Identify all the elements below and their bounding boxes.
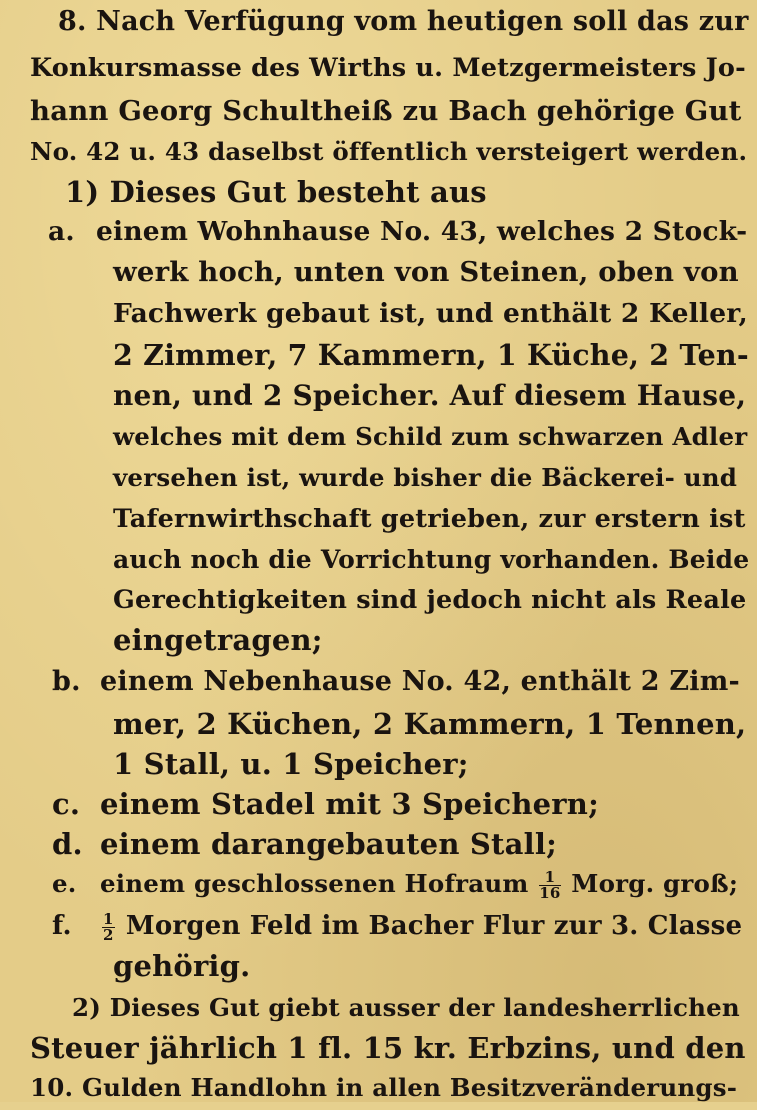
text-line: 2) Dieses Gut giebt ausser der landesherrlichen xyxy=(72,993,740,1022)
text-line: einem Wohnhause No. 43, welches 2 Stock- xyxy=(96,216,748,247)
text-line: eingetragen; xyxy=(113,623,323,657)
text-line: 10. Gulden Handlohn in allen Besitzveränderungs- xyxy=(30,1073,738,1102)
text-line: Morgen Feld im Bacher Flur zur 3. Classe xyxy=(125,911,743,941)
list-item-e xyxy=(52,862,738,906)
text-line: Fachwerk gebaut ist, und enthält 2 Keller, xyxy=(113,298,748,329)
fraction-denominator: 16 xyxy=(539,884,561,902)
text-line: werk hoch, unten von Steinen, oben von xyxy=(113,256,739,288)
fraction-denominator: 2 xyxy=(103,925,114,944)
text-line: Konkursmasse des Wirths u. Metzgermeisters Jo- xyxy=(30,53,746,83)
fraction xyxy=(102,909,115,944)
text-line: versehen ist, wurde bisher die Bäckerei- und xyxy=(113,463,738,492)
item-label: a. xyxy=(48,216,75,247)
text-line: hann Georg Schultheiß zu Bach gehörige Gut xyxy=(30,95,742,127)
text-line: welches mit dem Schild zum schwarzen Adler xyxy=(113,422,748,451)
list-item-a xyxy=(48,210,747,254)
text-line: 1) Dieses Gut besteht aus xyxy=(65,175,487,209)
list-item-f xyxy=(52,904,742,948)
text-line: Steuer jährlich 1 fl. 15 kr. Erbzins, und den xyxy=(30,1031,746,1065)
text-line: Tafernwirthschaft getrieben, zur erstern ist xyxy=(113,504,746,534)
fraction xyxy=(539,870,560,901)
item-label: f. xyxy=(52,911,72,941)
text-line: einem darangebauten Stall; xyxy=(100,827,557,861)
text-line: gehörig. xyxy=(113,949,251,983)
text-line: nen, und 2 Speicher. Auf diesem Hause, xyxy=(113,379,747,412)
list-item-c xyxy=(52,782,599,826)
text-line: 8. Nach Verfügung vom heutigen soll das zur xyxy=(58,6,749,37)
text-line: No. 42 u. 43 daselbst öffentlich versteigert werden. xyxy=(30,137,748,166)
text-line: einem Nebenhause No. 42, enthält 2 Zim- xyxy=(100,666,740,697)
item-label: d. xyxy=(52,827,83,861)
text-line: einem geschlossenen Hofraum xyxy=(100,869,529,898)
fraction-numerator: 1 xyxy=(539,870,560,886)
text-line: 2 Zimmer, 7 Kammern, 1 Küche, 2 Ten- xyxy=(113,338,749,372)
item-label: b. xyxy=(52,666,81,697)
list-item-b xyxy=(52,660,740,704)
text-line: einem Stadel mit 3 Speichern; xyxy=(100,787,599,821)
text-line: auch noch die Vorrichtung vorhanden. Beide xyxy=(113,545,750,574)
item-label: e. xyxy=(52,869,77,898)
text-line: Morg. groß; xyxy=(571,869,739,898)
text-line: Gerechtigkeiten sind jedoch nicht als Reale xyxy=(113,585,747,615)
text-line: mer, 2 Küchen, 2 Kammern, 1 Tennen, xyxy=(113,707,747,741)
fraction-numerator: 1 xyxy=(103,909,114,928)
list-item-d xyxy=(52,822,557,866)
text-line: 1 Stall, u. 1 Speicher; xyxy=(113,747,469,781)
item-label: c. xyxy=(52,787,81,821)
